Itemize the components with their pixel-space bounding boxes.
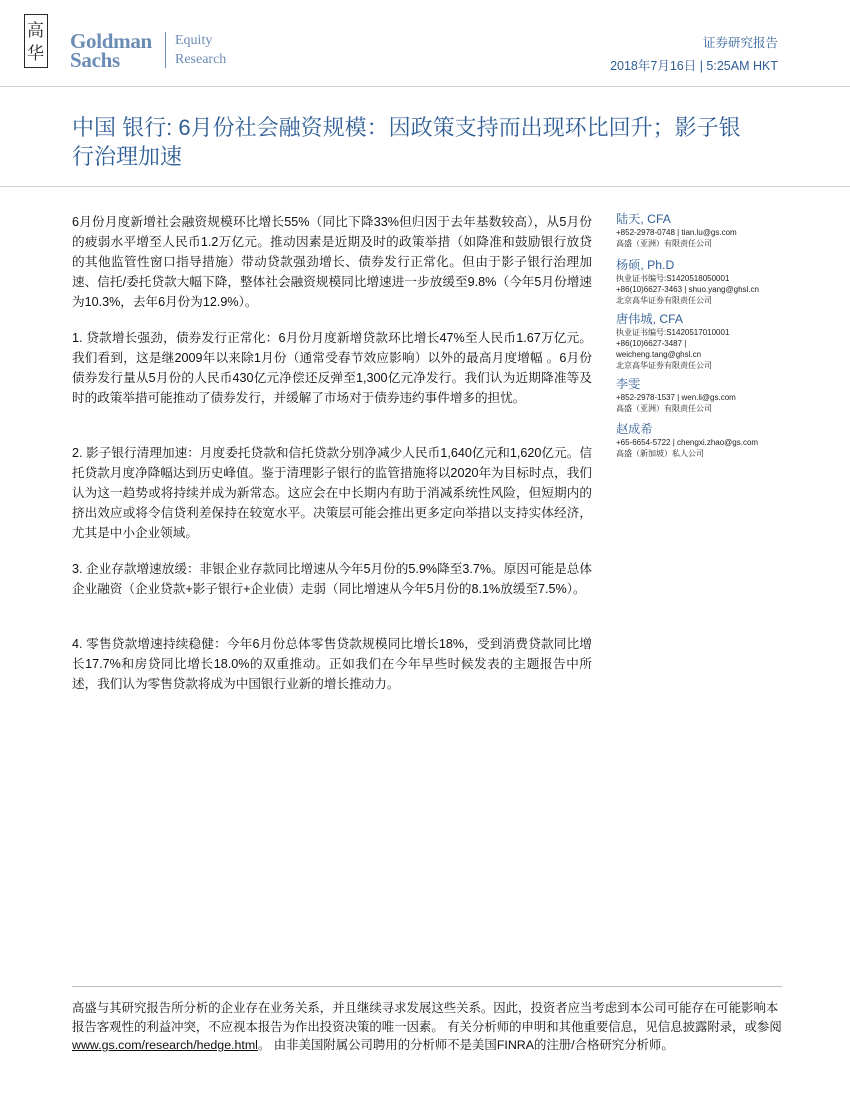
analyst-name: 李雯 [616, 377, 641, 391]
disclaimer-text-tail: 。 由非美国附属公司聘用的分析师不是美国FINRA的注册/合格研究分析师。 [257, 1038, 674, 1052]
title-divider [0, 186, 850, 187]
analyst-contact[interactable]: +86(10)6627-3463 | shuo.yang@ghsl.cn [616, 285, 759, 294]
analyst-contact[interactable]: +65-6654-5722 | chengxi.zhao@gs.com [616, 438, 759, 447]
disclosure-link[interactable]: www.gs.com/research/hedge.html [72, 1038, 258, 1052]
analyst-firm: 北京高华证券有限责任公司 [616, 296, 712, 305]
gaohua-seal-icon [25, 15, 46, 66]
brand-divider [165, 32, 166, 68]
analyst-email[interactable]: weicheng.tang@ghsl.cn [616, 350, 702, 359]
analyst-name: 赵成希 [616, 422, 653, 436]
analyst-card [616, 376, 796, 414]
disclaimer-text: 高盛与其研究报告所分析的企业存在业务关系，并且继续寻求发展这些关系。因此，投资者应当考虑到本公司可能存在可能影响本报告客观性的利益冲突，不应视本报告为作出投资决策的唯一因素。 有关分析师的申明和其他重要信息，见信息披露附录，或参阅 [72, 1001, 782, 1034]
analyst-firm: 高盛（亚洲）有限责任公司 [616, 404, 712, 413]
analyst-name: 唐伟城, CFA [616, 312, 684, 326]
paragraph-loans: 1. 贷款增长强劲，债券发行正常化：6月份月度新增贷款环比增长47%至人民币1.67万亿元。我们看到，这是继2009年以来除1月份（通常受春节效应影响）以外的最高月度增幅 。6月份债券发行量从5月份的人民币430亿元净偿还反弹至1,300亿元净发行。我们认为近期降准等及时的政策举措可能推动了债券发行，并缓解了市场对于债券违约事件增多的担忧。 [72, 331, 592, 405]
brand-sachs: Sachs [70, 48, 120, 72]
report-type: 证券研究报告 [702, 36, 778, 50]
analyst-firm: 高盛（亚洲）有限责任公司 [616, 239, 712, 248]
analyst-card [616, 421, 796, 459]
paragraph-retail-loans: 4. 零售贷款增速持续稳健：今年6月份总体零售贷款规模同比增长18%，受到消费贷款同比增长17.7%和房贷同比增长18.0%的双重推动。正如我们在今年早些时候发表的主题报告中所述，我们认为零售贷款将成为中国银行业新的增长推动力。 [72, 637, 592, 691]
analyst-license: 执业证书编号:S1420518050001 [616, 274, 730, 283]
paragraph-corporate-deposits: 3. 企业存款增速放缓：非银企业存款同比增速从今年5月份的5.9%降至3.7%。原因可能是总体企业融资（企业贷款+影子银行+企业债）走弱（同比增速从今年5月份的8.1%放缓至7.5%）。 [72, 562, 592, 596]
logo-glyph-bottom: 华 [27, 44, 44, 64]
analyst-firm: 北京高华证券有限责任公司 [616, 361, 712, 370]
brand-research: Research [175, 52, 227, 67]
report-datetime: 2018年7月16日 | 5:25AM HKT [610, 59, 778, 73]
analyst-contact[interactable]: +852-2978-0748 | tian.lu@gs.com [616, 228, 737, 237]
analyst-name: 陆天, CFA [616, 212, 671, 226]
analyst-phone: +86(10)6627-3487 | [616, 339, 687, 348]
paragraph-shadow-banking: 2. 影子银行清理加速：月度委托贷款和信托贷款分别净减少人民币1,640亿元和1,620亿元。信托贷款月度净降幅达到历史峰值。鉴于清理影子银行的监管措施将以2020年为目标时点，我们认为这一趋势或将持续并成为新常态。这应会在中长期内有助于消减系统性风险，但短期内的挤出效应或将令信贷利差保持在较宽水平。决策层可能会推出更多定向举措以支持实体经济，尤其是中小企业领域。 [72, 446, 592, 540]
analyst-firm: 高盛（新加坡）私人公司 [616, 449, 704, 458]
analyst-card [616, 211, 796, 249]
brand-equity: Equity [175, 33, 213, 48]
analyst-card [616, 311, 796, 371]
logo-glyph-top: 高 [27, 21, 44, 41]
intro-paragraph: 6月份月度新增社会融资规模环比增长55%（同比下降33%但归因于去年基数较高），从5月份的疲弱水平增至人民币1.2万亿元。推动因素是近期及时的政策举措（如降准和鼓励银行放贷的其他监管性窗口指导措施）带动贷款强劲增长、债券发行正常化。但由于影子银行治理加速、信托/委托贷款大幅下降，整体社会融资规模同比增速进一步放缓至9.8%（今年5月份增速为10.3%，去年6月份为12.9%）。 [72, 215, 592, 309]
header-divider [0, 86, 850, 87]
disclaimer-divider [72, 986, 782, 987]
analyst-name: 杨硕, Ph.D [616, 258, 675, 272]
analyst-license: 执业证书编号:S1420517010001 [616, 328, 730, 337]
disclaimer [72, 999, 782, 1055]
brand-goldman: Goldman [70, 29, 152, 53]
page-title: 中国 银行: 6月份社会融资规模：因政策支持而出现环比回升；影子银行治理加速 [72, 115, 741, 169]
analyst-card [616, 257, 796, 306]
analyst-contact[interactable]: +852-2978-1537 | wen.li@gs.com [616, 393, 736, 402]
gaohua-logo [24, 14, 48, 68]
